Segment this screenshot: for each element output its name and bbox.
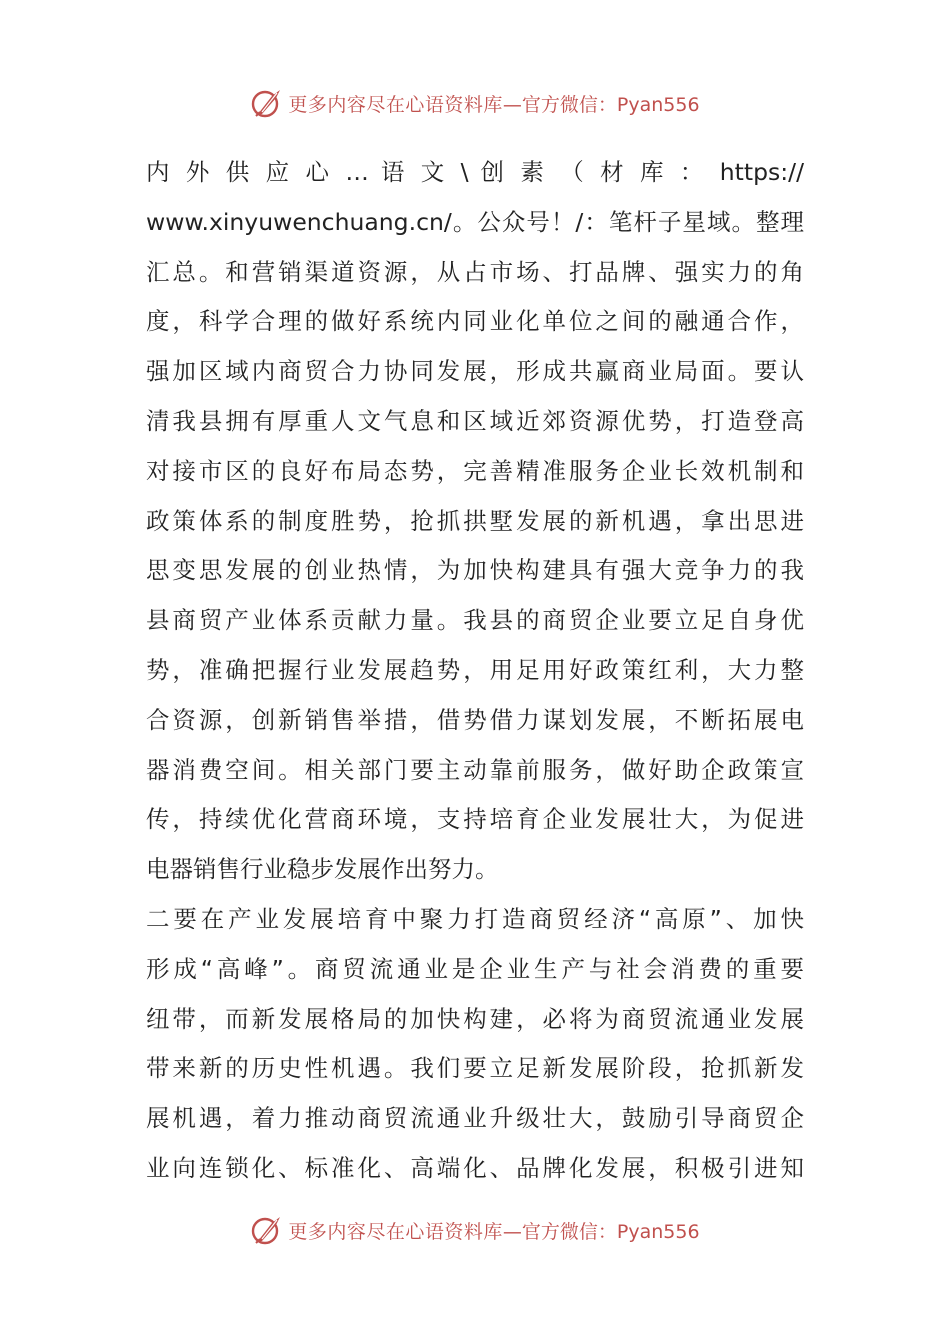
text-line: 思变思发展的创业热情，为加快构建具有强大竞争力的我 — [146, 556, 804, 585]
text-line: 内 外 供 应 心 … 语 文 \ 创 素 （ 材 库 ： https:// — [146, 158, 804, 186]
text-line: www.xinyuwenchuang.cn/。公众号！/：笔杆子星域。整理 — [146, 207, 804, 236]
text-line: 度，科学合理的做好系统内同业化单位之间的融通合作， — [146, 307, 804, 336]
header-banner — [0, 83, 950, 123]
text-line: 对接市区的良好布局态势，完善精准服务企业长效机制和 — [146, 456, 804, 485]
paragraph-1 — [146, 148, 804, 895]
text-line: 合资源，创新销售举措，借势借力谋划发展，不断拓展电 — [146, 705, 804, 734]
text-line: 形成“高峰”。商贸流通业是企业生产与社会消费的重要 — [146, 954, 804, 983]
text-line: 势，准确把握行业发展趋势，用足用好政策红利，大力整 — [146, 655, 804, 684]
text-line: 汇总。和营销渠道资源，从占市场、打品牌、强实力的角 — [146, 257, 804, 286]
quill-pen-logo-icon — [250, 1213, 284, 1247]
document-body — [146, 148, 804, 1194]
paragraph-2 — [146, 895, 804, 1194]
text-line: 强加区域内商贸合力协同发展，形成共赢商业局面。要认 — [146, 357, 804, 386]
text-line: 纽带，而新发展格局的加快构建，必将为商贸流通业发展 — [146, 1004, 804, 1033]
quill-pen-logo-icon — [250, 86, 284, 120]
text-line: 器消费空间。相关部门要主动靠前服务，做好助企政策宣 — [146, 755, 804, 784]
text-line: 业向连锁化、标准化、高端化、品牌化发展，积极引进知 — [146, 1153, 804, 1182]
text-line: 二要在产业发展培育中聚力打造商贸经济“高原”、加快 — [146, 904, 804, 933]
footer-banner-title: 更多内容尽在心语资料库 — [288, 1220, 503, 1243]
footer-banner — [0, 1210, 950, 1250]
footer-banner-contact: —官方微信：Pyan556 — [502, 1220, 700, 1243]
text-line: 展机遇，着力推动商贸流通业升级壮大，鼓励引导商贸企 — [146, 1104, 804, 1133]
text-line: 清我县拥有厚重人文气息和区域近郊资源优势，打造登高 — [146, 406, 804, 435]
text-line: 政策体系的制度胜势，抢抓拱墅发展的新机遇，拿出思进 — [146, 506, 804, 535]
text-line: 传，持续优化营商环境，支持培育企业发展壮大，为促进 — [146, 805, 804, 834]
text-line: 电器销售行业稳步发展作出努力。 — [146, 855, 499, 884]
header-banner-title: 更多内容尽在心语资料库 — [288, 93, 503, 116]
text-line: 带来新的历史性机遇。我们要立足新发展阶段，抢抓新发 — [146, 1054, 804, 1083]
text-line: 县商贸产业体系贡献力量。我县的商贸企业要立足自身优 — [146, 606, 804, 635]
header-banner-contact: —官方微信：Pyan556 — [502, 93, 700, 116]
